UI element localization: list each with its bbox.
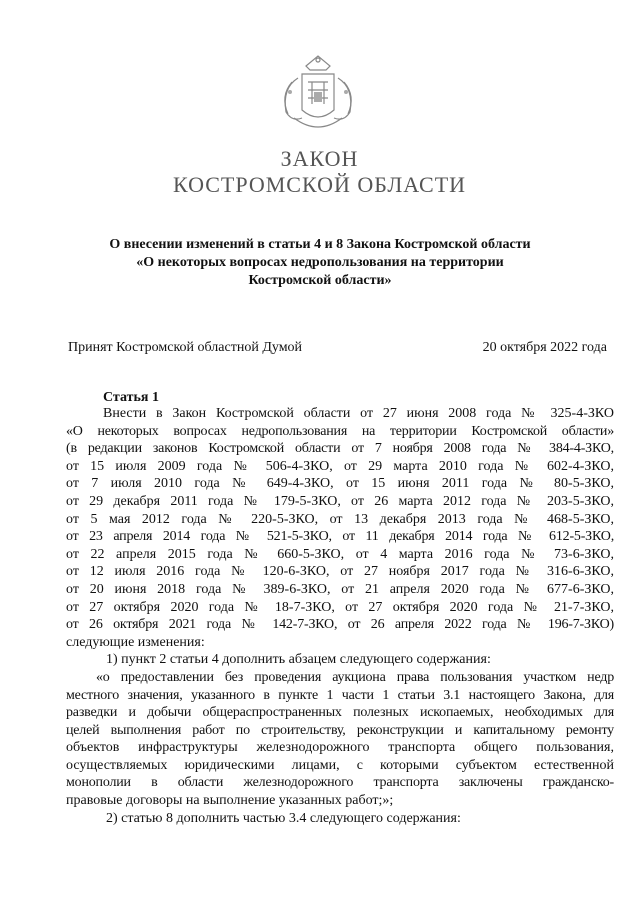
body-line: объектов инфраструктуры железнодорожного транспорта общего пользования, — [66, 740, 614, 756]
article-body — [66, 405, 614, 827]
adopted-date: 20 октября 2022 года — [482, 340, 607, 355]
body-line: от 27 октября 2020 года № 18-7-ЗКО, от 27 октября 2020 года № 21-7-ЗКО, — [66, 599, 614, 615]
law-region-title: КОСТРОМСКОЙ ОБЛАСТИ — [172, 172, 467, 197]
body-line: (в редакции законов Костромской области от 7 ноября 2008 года № 384-4-ЗКО, — [66, 441, 614, 457]
body-line: от 26 октября 2021 года № 142-7-ЗКО, от 26 апреля 2022 года № 196-7-ЗКО) — [66, 617, 614, 633]
body-line: от 29 декабря 2011 года № 179-5-ЗКО, от 26 марта 2012 года № 203-5-ЗКО, — [66, 493, 614, 509]
body-line: от 20 июня 2018 года № 389-6-ЗКО, от 21 апреля 2020 года № 677-6-ЗКО, — [66, 581, 614, 597]
body-line: «о предоставлении без проведения аукциона права пользования участком недр — [96, 669, 614, 685]
body-line: монополии в области железнодорожного транспорта заключены гражданско- — [66, 775, 614, 791]
law-title: ЗАКОН — [280, 146, 359, 171]
body-line: Внести в Закон Костромской области от 27 июня 2008 года № 325-4-ЗКО — [103, 406, 614, 421]
body-line: «О некоторых вопросах недропользования на территории Костромской области» — [66, 423, 614, 439]
adopted-by: Принят Костромской областной Думой — [68, 340, 303, 355]
list-item-2: 2) статью 8 дополнить частью 3.4 следующего содержания: — [106, 810, 461, 826]
body-line: целей выполнения работ по строительству, реконструкции и капитальному ремонту — [66, 722, 614, 738]
body-line: следующие изменения: — [66, 634, 205, 650]
body-line: от 15 июля 2009 года № 506-4-ЗКО, от 29 марта 2010 года № 602-4-ЗКО, — [66, 458, 614, 474]
body-line: местного значения, указанного в пункте 1 части 1 статьи 3.1 настоящего Закона, для — [66, 687, 614, 703]
body-line: от 23 апреля 2014 года № 521-5-ЗКО, от 11 декабря 2014 года № 612-5-ЗКО, — [66, 529, 614, 545]
kostroma-region-coat-of-arms-icon — [268, 52, 368, 136]
body-line: осуществляемых юридическими лицами, с которыми субъектом естественной — [66, 757, 614, 773]
body-line: от 5 мая 2012 года № 220-5-ЗКО, от 13 декабря 2013 года № 468-5-ЗКО, — [66, 511, 614, 527]
law-subject — [80, 236, 560, 290]
body-line: от 12 июля 2016 года № 120-6-ЗКО, от 27 ноября 2017 года № 316-6-ЗКО, — [66, 564, 614, 580]
subject-line: О внесении изменений в статьи 4 и 8 Закона Костромской области — [109, 237, 531, 252]
body-line: разведки и добычи общераспространенных полезных ископаемых, необходимых для — [66, 705, 614, 721]
body-line: от 22 апреля 2015 года № 660-5-ЗКО, от 4 марта 2016 года № 73-6-ЗКО, — [66, 546, 614, 562]
subject-line: «О некоторых вопросах недропользования на территории — [136, 255, 504, 270]
body-line: правовые договоры на выполнение указанных работ;»; — [66, 793, 394, 809]
article-heading: Статья 1 — [103, 390, 159, 405]
list-item-1: 1) пункт 2 статьи 4 дополнить абзацем следующего содержания: — [106, 652, 491, 668]
body-line: от 7 июля 2010 года № 649-4-ЗКО, от 15 июня 2011 года № 80-5-ЗКО, — [66, 476, 614, 492]
subject-line: Костромской области» — [248, 273, 392, 288]
